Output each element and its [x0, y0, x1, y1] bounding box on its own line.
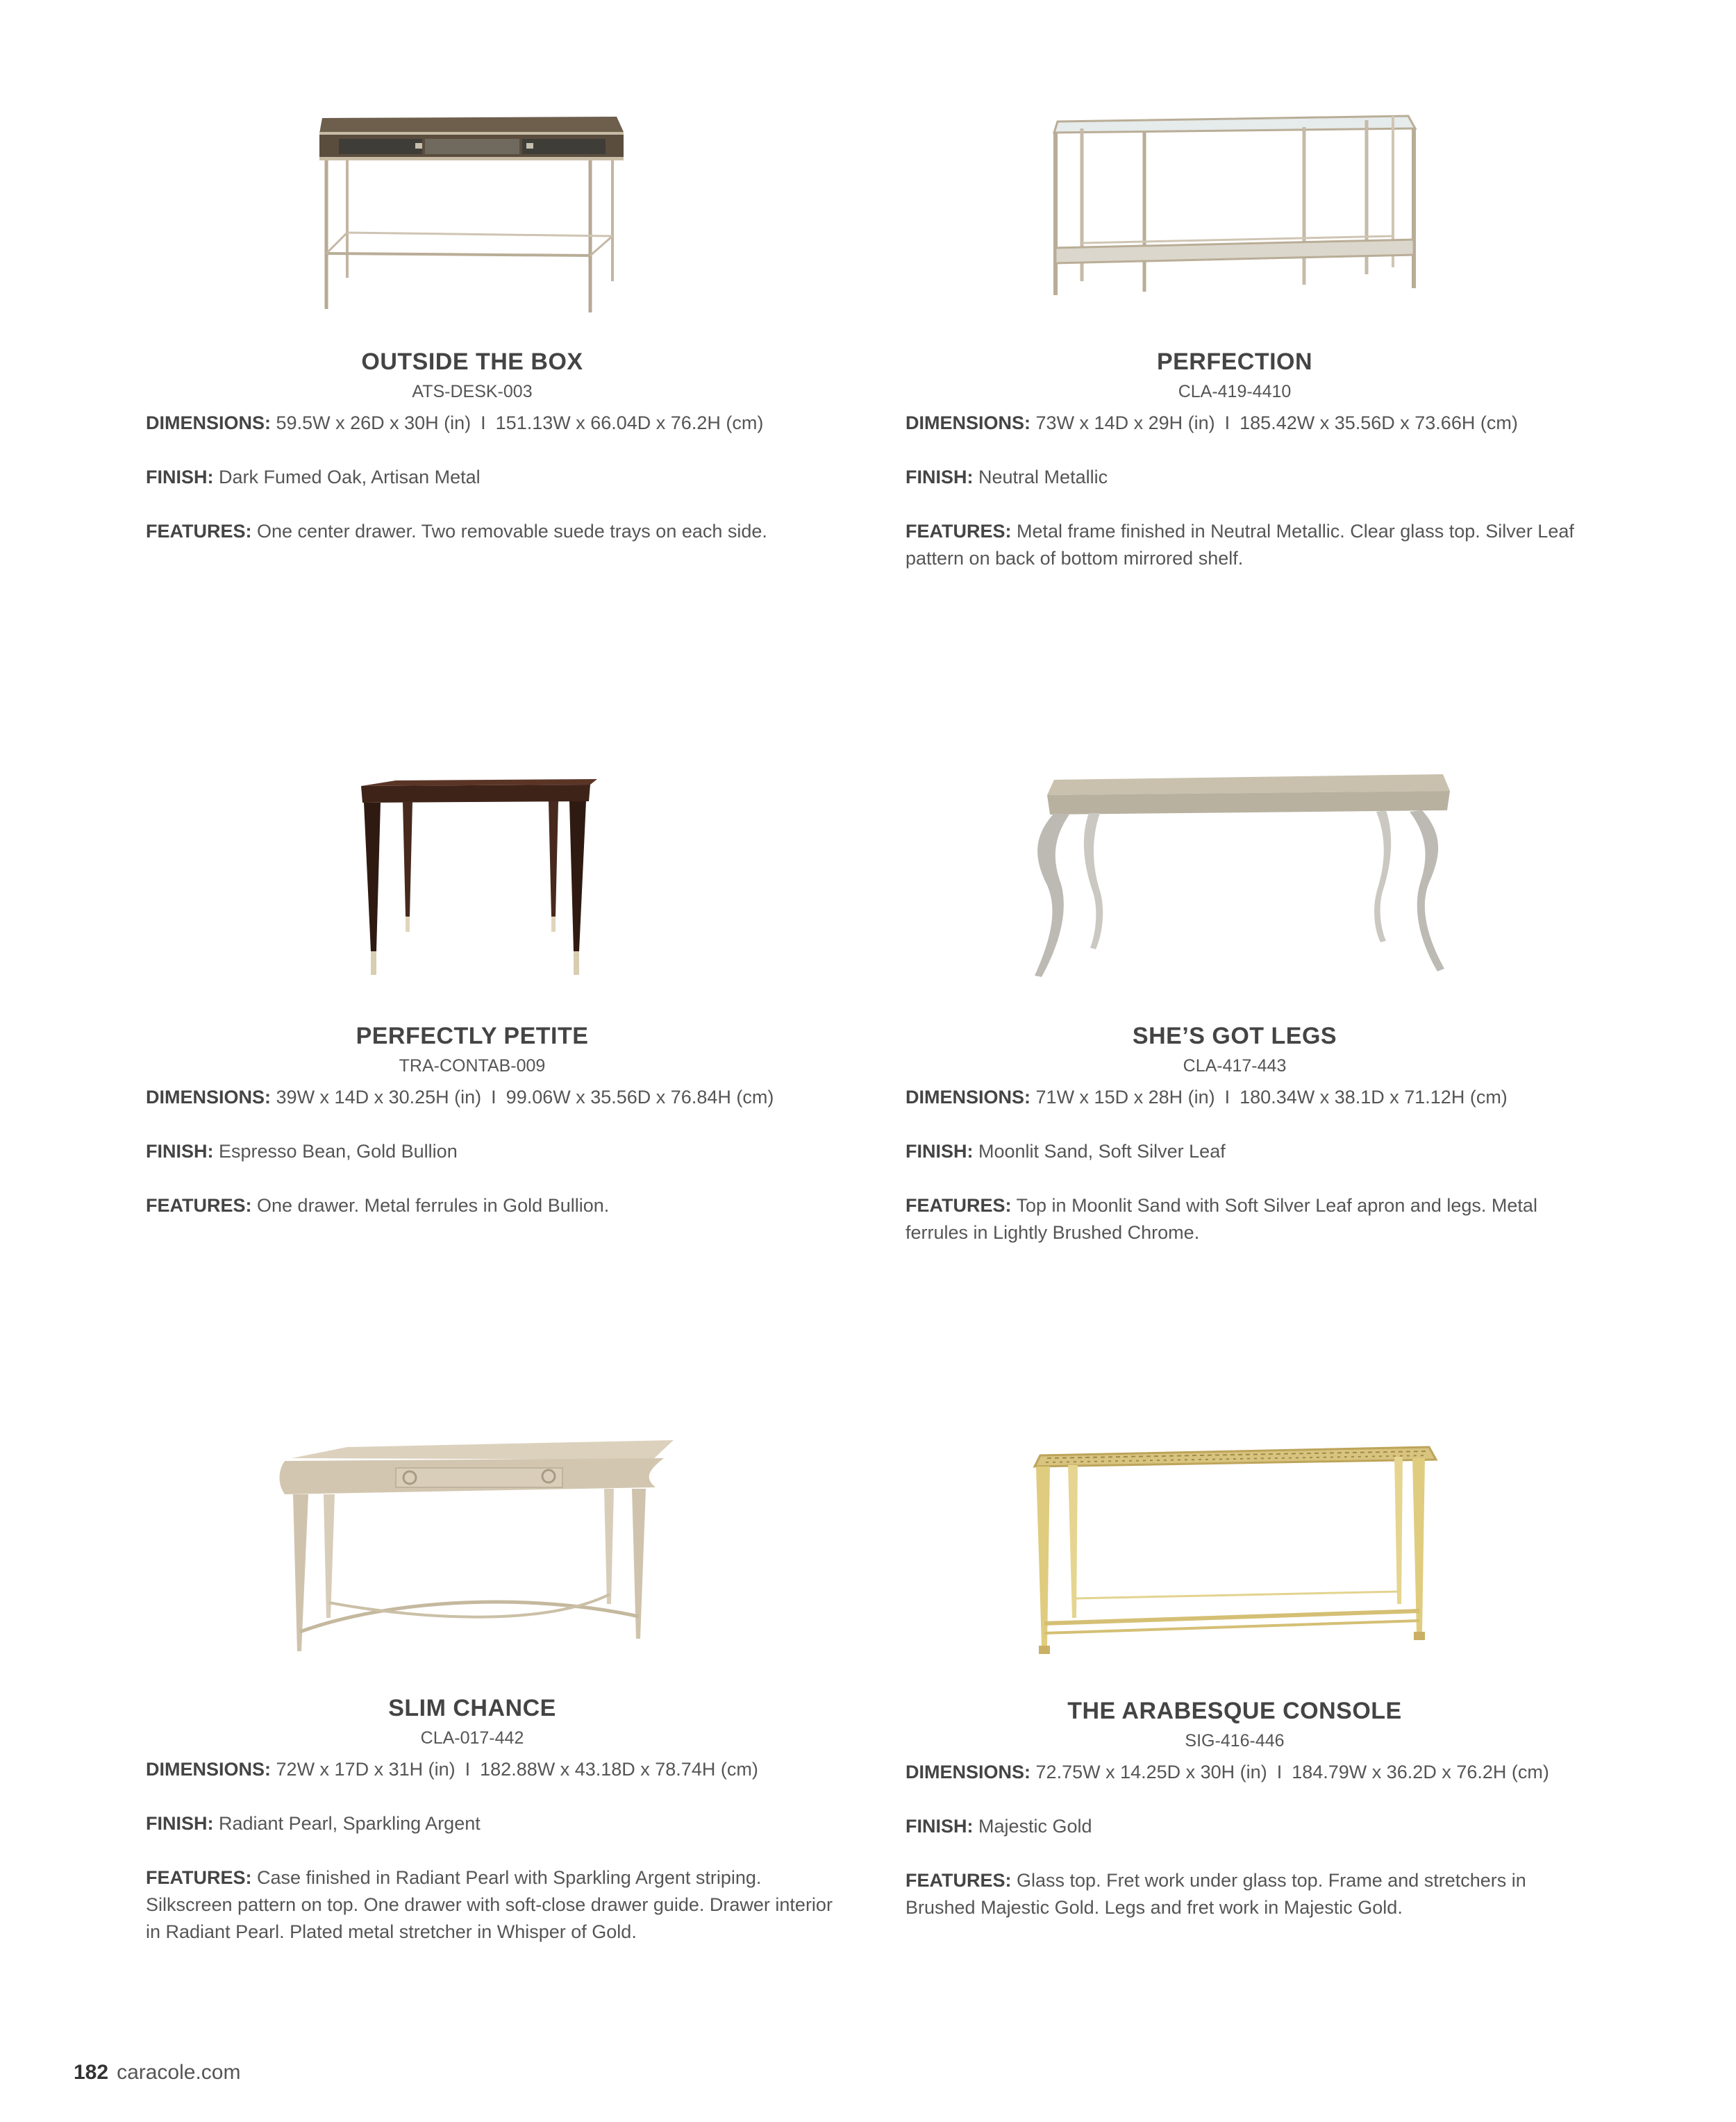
dimensions-line	[146, 1084, 868, 1111]
product-name: THE ARABESQUE CONSOLE	[1067, 1698, 1402, 1724]
pearl-console-icon	[257, 1430, 687, 1666]
product-sku: CLA-417-443	[1183, 1056, 1287, 1076]
dimensions-cm: 180.34W x 38.1D x 71.12H (cm)	[1240, 1087, 1508, 1108]
dimensions-in: 71W x 15D x 28H (in)	[1035, 1087, 1215, 1108]
dimensions-label: DIMENSIONS:	[146, 1759, 272, 1780]
finish-value: Majestic Gold	[978, 1816, 1092, 1837]
finish-value: Espresso Bean, Gold Bullion	[219, 1141, 458, 1162]
page-number: 182	[74, 2061, 109, 2084]
finish-line	[146, 464, 868, 491]
finish-label: FINISH:	[905, 1816, 974, 1837]
website-link[interactable]: caracole.com	[117, 2061, 241, 2084]
features-value: One center drawer. Two removable suede trays on each side.	[257, 521, 767, 542]
features-label: FEATURES:	[905, 1195, 1012, 1216]
dimensions-cm: 184.79W x 36.2D x 76.2H (cm)	[1292, 1762, 1549, 1782]
features-label: FEATURES:	[905, 1870, 1012, 1891]
features-line	[146, 1864, 847, 1946]
dimensions-line	[905, 1084, 1628, 1111]
gold-console-icon	[1019, 1437, 1450, 1673]
finish-value: Neutral Metallic	[978, 467, 1108, 487]
dimensions-in: 72.75W x 14.25D x 30H (in)	[1035, 1762, 1267, 1782]
features-value: One drawer. Metal ferrules in Gold Bullion.	[257, 1195, 610, 1216]
finish-label: FINISH:	[146, 1813, 214, 1834]
dimensions-in: 73W x 14D x 29H (in)	[1035, 412, 1215, 433]
dimensions-line	[146, 1756, 868, 1783]
product-photo	[874, 767, 1596, 989]
product-photo	[874, 1437, 1596, 1673]
dimension-separator: I	[491, 1087, 496, 1108]
dimensions-in: 72W x 17D x 31H (in)	[276, 1759, 456, 1780]
petite-console-icon	[340, 778, 604, 986]
features-value: Case finished in Radiant Pearl with Sparkling Argent striping. Silkscreen pattern on top. One drawer with soft-close drawer guide. Drawer interior in Radiant Pearl. Plated metal stretcher in Whisper of Gold.	[146, 1867, 833, 1942]
product-photo	[111, 1430, 833, 1666]
dimensions-cm: 182.88W x 43.18D x 78.74H (cm)	[480, 1759, 758, 1780]
dimension-separator: I	[1224, 412, 1230, 433]
product-sku: TRA-CONTAB-009	[399, 1056, 546, 1076]
features-line	[905, 1192, 1586, 1246]
product-name: PERFECTION	[1156, 349, 1313, 375]
dimensions-line	[905, 1759, 1628, 1786]
finish-label: FINISH:	[905, 467, 974, 487]
dimension-separator: I	[465, 1759, 471, 1780]
dimensions-label: DIMENSIONS:	[905, 1762, 1031, 1782]
product-name: OUTSIDE THE BOX	[361, 349, 583, 375]
product-sku: CLA-419-4410	[1178, 382, 1292, 401]
features-line	[146, 518, 847, 545]
product-sku: SIG-416-446	[1185, 1731, 1285, 1751]
finish-line	[146, 1810, 868, 1837]
finish-value: Moonlit Sand, Soft Silver Leaf	[978, 1141, 1226, 1162]
product-photo	[111, 778, 833, 986]
writing-desk-icon	[292, 104, 653, 319]
page-footer	[74, 2061, 240, 2085]
product-sku: ATS-DESK-003	[412, 382, 533, 401]
finish-line	[905, 1813, 1628, 1840]
features-label: FEATURES:	[146, 1195, 252, 1216]
dimensions-in: 59.5W x 26D x 30H (in)	[276, 412, 471, 433]
dimensions-line	[905, 410, 1628, 437]
product-name: SLIM CHANCE	[388, 1695, 556, 1721]
features-value: Glass top. Fret work under glass top. Frame and stretchers in Brushed Majestic Gold. Legs and fret work in Majestic Gold.	[905, 1870, 1526, 1918]
product-sku: CLA-017-442	[420, 1728, 524, 1748]
features-line	[905, 1867, 1586, 1921]
finish-label: FINISH:	[905, 1141, 974, 1162]
finish-label: FINISH:	[146, 467, 214, 487]
product-photo	[111, 104, 833, 319]
product-photo	[874, 101, 1596, 309]
finish-line	[905, 1138, 1628, 1165]
dimensions-cm: 99.06W x 35.56D x 76.84H (cm)	[506, 1087, 774, 1108]
finish-line	[146, 1138, 868, 1165]
dimensions-cm: 185.42W x 35.56D x 73.66H (cm)	[1240, 412, 1518, 433]
dimensions-label: DIMENSIONS:	[905, 1087, 1031, 1108]
features-value: Top in Moonlit Sand with Soft Silver Leaf apron and legs. Metal ferrules in Lightly Brushed Chrome.	[905, 1195, 1537, 1243]
dimensions-line	[146, 410, 868, 437]
features-label: FEATURES:	[146, 1867, 252, 1888]
dimensions-in: 39W x 14D x 30.25H (in)	[276, 1087, 482, 1108]
dimensions-label: DIMENSIONS:	[905, 412, 1031, 433]
finish-line	[905, 464, 1628, 491]
product-name: PERFECTLY PETITE	[356, 1023, 589, 1049]
dimensions-label: DIMENSIONS:	[146, 1087, 272, 1108]
features-line	[905, 518, 1586, 572]
dimensions-label: DIMENSIONS:	[146, 412, 272, 433]
product-name: SHE’S GOT LEGS	[1132, 1023, 1337, 1049]
dimension-separator: I	[481, 412, 486, 433]
features-label: FEATURES:	[905, 521, 1012, 542]
dimension-separator: I	[1224, 1087, 1230, 1108]
finish-value: Dark Fumed Oak, Artisan Metal	[219, 467, 481, 487]
finish-value: Radiant Pearl, Sparkling Argent	[219, 1813, 481, 1834]
features-value: Metal frame finished in Neutral Metallic. Clear glass top. Silver Leaf pattern on back of bottom mirrored shelf.	[905, 521, 1574, 569]
cabriole-console-icon	[1005, 767, 1464, 989]
features-line	[146, 1192, 847, 1219]
dimension-separator: I	[1276, 1762, 1283, 1782]
glass-console-icon	[1040, 101, 1429, 309]
features-label: FEATURES:	[146, 521, 252, 542]
finish-label: FINISH:	[146, 1141, 214, 1162]
dimensions-cm: 151.13W x 66.04D x 76.2H (cm)	[495, 412, 764, 433]
